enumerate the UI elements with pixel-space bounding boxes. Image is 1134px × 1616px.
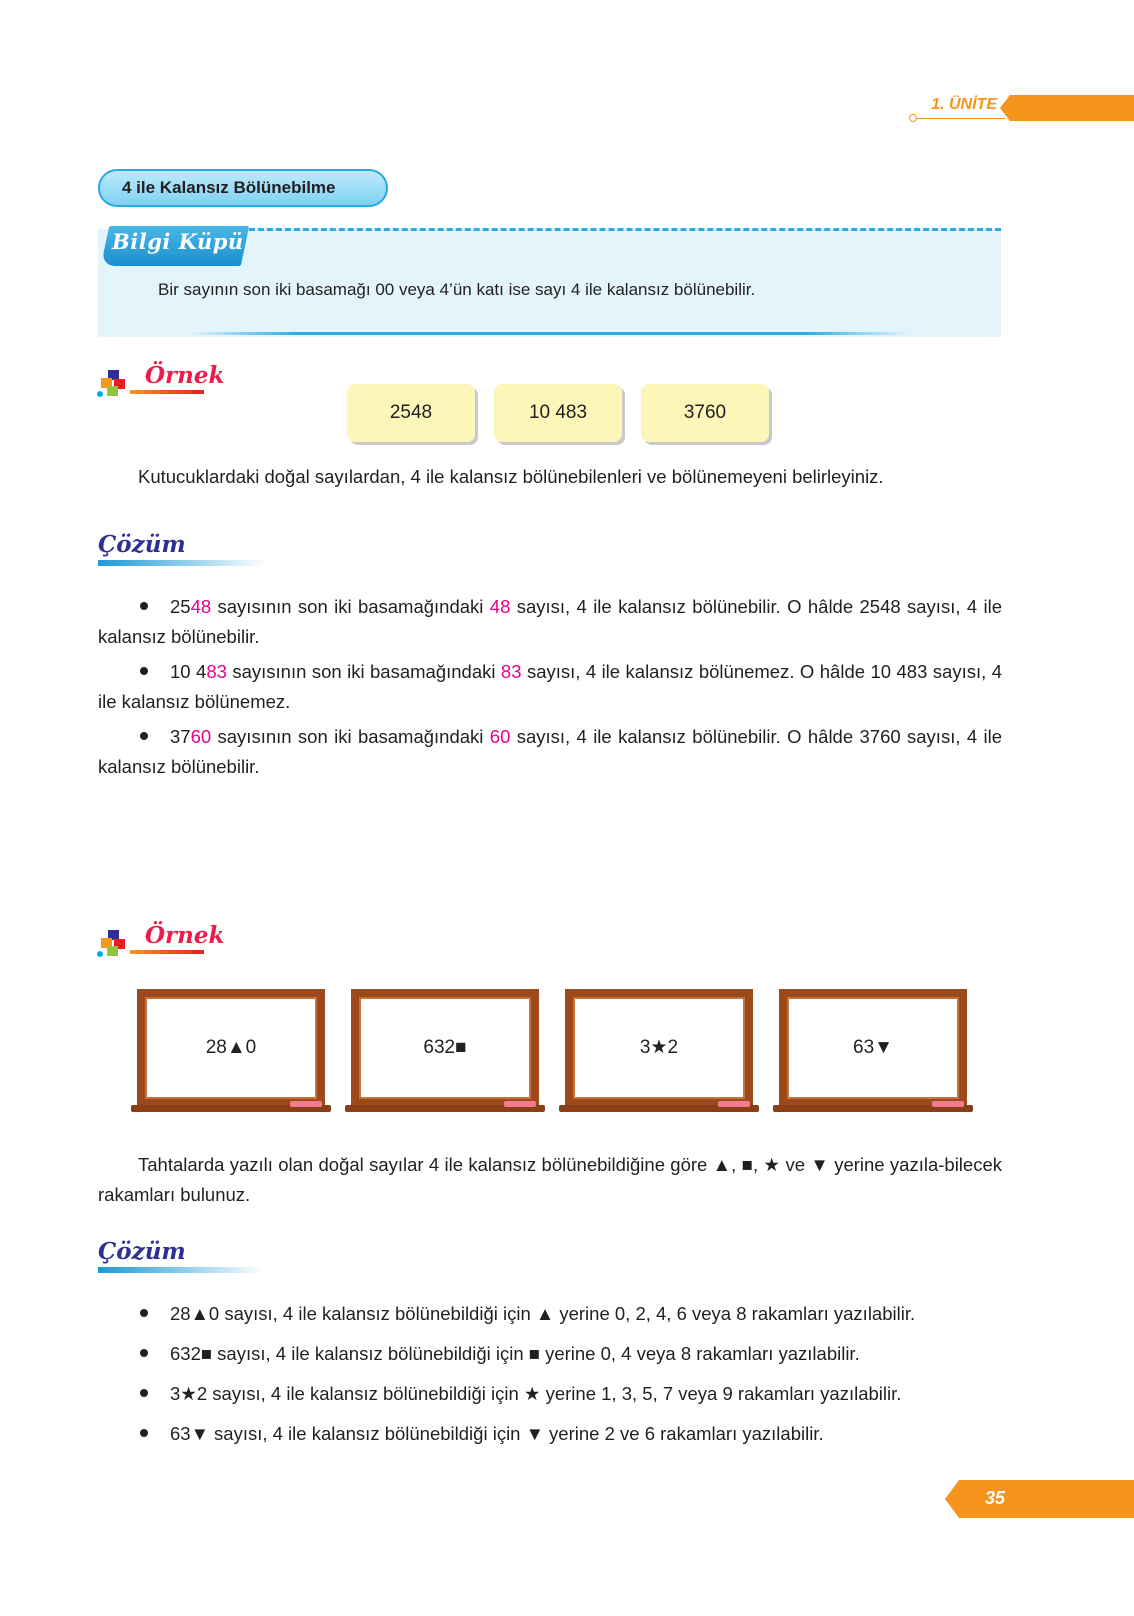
page-number: 35 — [985, 1488, 1006, 1508]
number-box: 2548 — [347, 384, 475, 442]
example-underline — [130, 950, 204, 954]
bullet-icon — [140, 1309, 148, 1317]
solution-item: 10 483 sayısının son iki basamağındaki 83 sayısı, 4 ile kalansız bölünemez. O hâlde 10 483 sayısı, 4 ile kalansız bölünemez. — [98, 661, 1002, 712]
solution-underline — [98, 1267, 266, 1273]
solution-heading: Çözüm — [98, 1238, 186, 1265]
cubes-icon — [97, 928, 131, 958]
page-number-tab — [945, 1480, 1134, 1518]
chalk-icon — [932, 1101, 964, 1107]
number-box: 3760 — [641, 384, 769, 442]
solution-item: 3760 sayısının son iki basamağındaki 60 sayısı, 4 ile kalansız bölünebilir. O hâlde 3760 sayısı, 4 ile kalansız bölünebilir. — [98, 726, 1002, 777]
chalkboard-text: 28▲0 — [205, 1037, 257, 1058]
bilgi-kupu-label: Bilgi Küpü — [112, 229, 244, 254]
solution-item: 63▼ sayısı, 4 ile kalansız bölünebildiği için ▼ yerine 2 ve 6 rakamları yazılabilir. — [140, 1419, 824, 1449]
info-bottom-line — [190, 332, 910, 335]
example-question: Kutucuklardaki doğal sayılardan, 4 ile kalansız bölünebilenleri ve bölünemeyeni belirleyiniz. — [138, 466, 884, 487]
chalkboard — [779, 989, 967, 1107]
info-text: Bir sayının son iki basamağı 00 veya 4’ün katı ise sayı 4 ile kalansız bölünebilir. — [158, 280, 756, 299]
chalkboard-text: 3★2 — [639, 1037, 679, 1058]
solution-heading: Çözüm — [98, 531, 186, 558]
unit-tab — [1000, 95, 1134, 121]
bullet-icon — [140, 732, 148, 740]
example-question: Tahtalarda yazılı olan doğal sayılar 4 ile kalansız bölünebildiğine göre ▲, ■, ★ ve ▼ yerine yazıla-bilecek rakamları bulunuz. — [98, 1154, 1002, 1205]
bullet-icon — [140, 602, 148, 610]
solution-item: 28▲0 sayısı, 4 ile kalansız bölünebildiği için ▲ yerine 0, 2, 4, 6 veya 8 rakamları yazılabilir. — [140, 1299, 915, 1329]
unit-underline — [915, 118, 1005, 119]
chalkboard-text: 632■ — [423, 1037, 467, 1058]
section-title: 4 ile Kalansız Bölünebilme — [98, 169, 388, 207]
chalk-icon — [290, 1101, 322, 1107]
info-dashed-line — [240, 228, 1001, 231]
chalk-icon — [718, 1101, 750, 1107]
unit-dot-icon — [909, 114, 917, 122]
chalkboard — [137, 989, 325, 1107]
number-box: 10 483 — [494, 384, 622, 442]
unit-label: 1. ÜNİTE — [931, 96, 997, 113]
solution-underline — [98, 560, 266, 566]
solution-item: 3★2 sayısı, 4 ile kalansız bölünebildiği için ★ yerine 1, 3, 5, 7 veya 9 rakamları yazılabilir. — [140, 1379, 901, 1409]
solution-item: 2548 sayısının son iki basamağındaki 48 sayısı, 4 ile kalansız bölünebilir. O hâlde 2548 sayısı, 4 ile kalansız bölünebilir. — [98, 596, 1002, 647]
cubes-icon — [97, 368, 131, 398]
chalkboard — [565, 989, 753, 1107]
example-underline — [130, 390, 204, 394]
bullet-icon — [140, 1349, 148, 1357]
bullet-icon — [140, 667, 148, 675]
bullet-icon — [140, 1389, 148, 1397]
example-heading: Örnek — [145, 922, 225, 949]
chalkboard — [351, 989, 539, 1107]
solution-item: 632■ sayısı, 4 ile kalansız bölünebildiği için ■ yerine 0, 4 veya 8 rakamları yazılabilir. — [140, 1339, 860, 1369]
bullet-icon — [140, 1429, 148, 1437]
example-heading: Örnek — [145, 362, 225, 389]
chalk-icon — [504, 1101, 536, 1107]
chalkboard-text: 63▼ — [853, 1037, 893, 1058]
